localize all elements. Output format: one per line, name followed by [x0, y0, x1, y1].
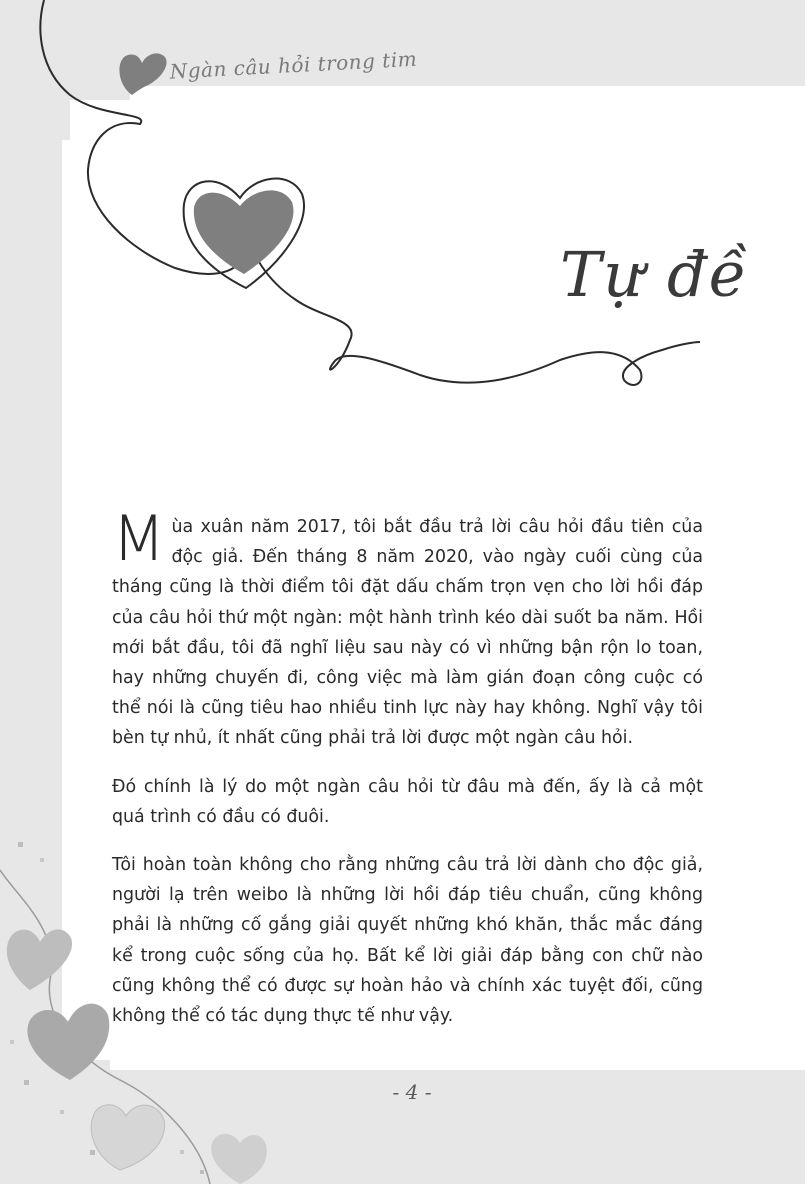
paragraph: Tôi hoàn toàn không cho rằng những câu trả lời dành cho độc giả, người lạ trên weibo là những lời hồi đáp tiêu chuẩn, cũng không phải là những cố gắng giải quyết những khó khăn, thắc mắc đáng kể trong cuộc sống của họ. Bất kể lời giải đáp bằng con chữ nào cũng không thể có được sự hoàn hảo và chính xác tuyệt đối, cũng không thể có tác dụng thực tế như vậy. [112, 855, 703, 1027]
glitter-heart-icon [211, 1134, 267, 1184]
drop-cap: M [112, 502, 166, 575]
paragraph-text: ùa xuân năm 2017, tôi bắt đầu trả lời câu hỏi đầu tiên của độc giả. Đến tháng 8 năm 2020, vào ngày cuối cùng của tháng cũng là thời điểm tôi đặt dấu chấm trọn vẹn cho lời hồi đáp của câu hỏi thứ một ngàn: một hành trình kéo dài suốt ba năm. Hồi mới bắt đầu, tôi đã nghĩ liệu sau này có vì những bận rộn lo toan, hay những chuyến đi, công việc mà làm gián đoạn công cuộc có thể nói là cũng tiêu hao nhiều tinh lực này hay không. Nghĩ vậy tôi bèn tự nhủ, ít nhất cũng phải trả lời được một ngàn câu hỏi. [112, 517, 703, 749]
page-number: - 4 - [392, 1080, 432, 1104]
heart-icon [194, 190, 294, 274]
stitched-heart-icon [27, 1004, 109, 1080]
paragraph [112, 502, 703, 754]
body-text [112, 502, 703, 1049]
knit-heart-icon [7, 929, 72, 990]
chapter-title: Tự đề [560, 238, 749, 311]
paragraph: Đó chính là lý do một ngàn câu hỏi từ đâu mà đến, ấy là cả một quá trình có đầu có đuôi. [112, 776, 703, 827]
striped-heart-icon [91, 1105, 164, 1170]
book-title: Ngàn câu hỏi trong tim [169, 46, 418, 84]
header-heart-icon [119, 53, 166, 95]
